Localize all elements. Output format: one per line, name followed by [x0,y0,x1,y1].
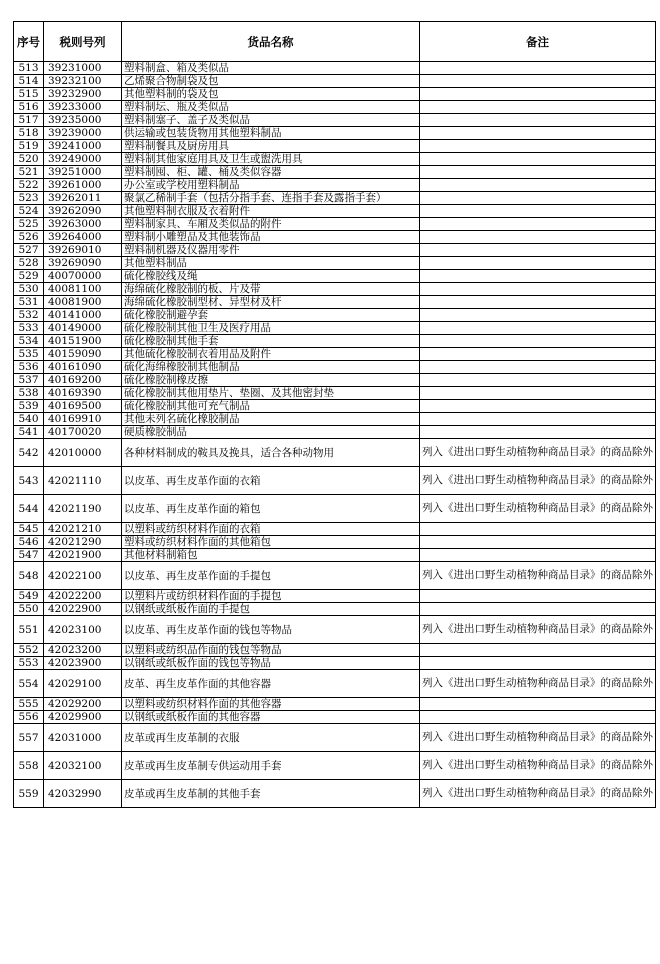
serial-number-cell: 548 [14,562,44,590]
tariff-code-cell: 42023200 [44,644,122,657]
table-row [14,309,656,322]
tariff-code-cell: 40081900 [44,296,122,309]
goods-name-cell: 塑料制餐具及厨房用具 [122,140,420,153]
goods-name-cell: 乙烯聚合物制袋及包 [122,75,420,88]
tariff-code-cell: 39241000 [44,140,122,153]
table-row [14,495,656,523]
table-row [14,192,656,205]
serial-number-cell: 545 [14,523,44,536]
remarks-cell [420,590,656,603]
table-row [14,62,656,75]
tariff-code-cell: 40070000 [44,270,122,283]
serial-number-cell: 539 [14,400,44,413]
tariff-code-cell: 39262011 [44,192,122,205]
table-row [14,153,656,166]
table-row [14,296,656,309]
goods-name-cell: 塑料制坛、瓶及类似品 [122,101,420,114]
remarks-cell [420,205,656,218]
serial-number-cell: 532 [14,309,44,322]
table-row [14,644,656,657]
tariff-code-cell: 39231000 [44,62,122,75]
goods-name-cell: 硫化橡胶制其他卫生及医疗用品 [122,322,420,335]
remarks-cell: 列入《进出口野生动植物种商品目录》的商品除外 [420,724,656,752]
remarks-cell [420,657,656,670]
goods-name-cell: 硫化橡胶制橡皮擦 [122,374,420,387]
table-body [14,62,656,808]
serial-number-cell: 520 [14,153,44,166]
table-row [14,127,656,140]
table-header [14,22,656,62]
table-row [14,348,656,361]
table-row [14,218,656,231]
remarks-cell [420,309,656,322]
header-remarks: 备注 [420,22,656,62]
remarks-cell: 列入《进出口野生动植物种商品目录》的商品除外 [420,495,656,523]
table-row [14,426,656,439]
serial-number-cell: 525 [14,218,44,231]
tariff-code-cell: 40161090 [44,361,122,374]
goods-name-cell: 皮革、再生皮革作面的其他容器 [122,670,420,698]
table-row [14,335,656,348]
tariff-code-cell: 39261000 [44,179,122,192]
remarks-cell: 列入《进出口野生动植物种商品目录》的商品除外 [420,670,656,698]
goods-name-cell: 办公室或学校用塑料制品 [122,179,420,192]
tariff-code-cell: 39232100 [44,75,122,88]
table-row [14,549,656,562]
goods-name-cell: 硫化橡胶制其他手套 [122,335,420,348]
tariff-code-cell: 42032990 [44,780,122,808]
remarks-cell [420,536,656,549]
serial-number-cell: 527 [14,244,44,257]
serial-number-cell: 559 [14,780,44,808]
remarks-cell [420,322,656,335]
table-row [14,179,656,192]
goods-name-cell: 塑料制家具、车厢及类似品的附件 [122,218,420,231]
table-row [14,257,656,270]
goods-name-cell: 以塑料或纺织品作面的钱包等物品 [122,644,420,657]
remarks-cell [420,101,656,114]
table-row [14,536,656,549]
serial-number-cell: 515 [14,88,44,101]
remarks-cell: 列入《进出口野生动植物种商品目录》的商品除外 [420,562,656,590]
serial-number-cell: 546 [14,536,44,549]
tariff-code-cell: 42021290 [44,536,122,549]
tariff-code-cell: 42032100 [44,752,122,780]
remarks-cell [420,361,656,374]
serial-number-cell: 518 [14,127,44,140]
tariff-code-cell: 40169910 [44,413,122,426]
goods-name-cell: 硫化海绵橡胶制其他制品 [122,361,420,374]
remarks-cell [420,140,656,153]
tariff-code-cell: 39233000 [44,101,122,114]
goods-name-cell: 皮革或再生皮革制的衣服 [122,724,420,752]
goods-name-cell: 硫化橡胶制避孕套 [122,309,420,322]
serial-number-cell: 540 [14,413,44,426]
tariff-code-cell: 39269090 [44,257,122,270]
tariff-code-cell: 39263000 [44,218,122,231]
serial-number-cell: 516 [14,101,44,114]
goods-name-cell: 其他材料制箱包 [122,549,420,562]
goods-name-cell: 其他未列名硫化橡胶制品 [122,413,420,426]
tariff-code-cell: 42023900 [44,657,122,670]
tariff-code-cell: 40170020 [44,426,122,439]
tariff-code-cell: 40149000 [44,322,122,335]
remarks-cell: 列入《进出口野生动植物种商品目录》的商品除外 [420,780,656,808]
goods-name-cell: 其他硫化橡胶制衣着用品及附件 [122,348,420,361]
tariff-code-cell: 42010000 [44,439,122,467]
table-row [14,114,656,127]
remarks-cell: 列入《进出口野生动植物种商品目录》的商品除外 [420,467,656,495]
serial-number-cell: 534 [14,335,44,348]
goods-name-cell: 皮革或再生皮革制专供运动用手套 [122,752,420,780]
remarks-cell [420,244,656,257]
tariff-code-cell: 42022900 [44,603,122,616]
remarks-cell [420,166,656,179]
goods-name-cell: 聚氯乙稀制手套（包括分指手套、连指手套及露指手套） [122,192,420,205]
tariff-code-cell: 40081100 [44,283,122,296]
remarks-cell: 列入《进出口野生动植物种商品目录》的商品除外 [420,616,656,644]
remarks-cell [420,62,656,75]
serial-number-cell: 538 [14,387,44,400]
serial-number-cell: 556 [14,711,44,724]
serial-number-cell: 514 [14,75,44,88]
goods-name-cell: 以塑料或纺织材料作面的其他容器 [122,698,420,711]
goods-name-cell: 以皮革、再生皮革作面的衣箱 [122,467,420,495]
remarks-cell [420,192,656,205]
remarks-cell [420,523,656,536]
tariff-code-cell: 39251000 [44,166,122,179]
table-row [14,780,656,808]
remarks-cell [420,296,656,309]
goods-name-cell: 各种材料制成的鞍具及挽具，适合各种动物用 [122,439,420,467]
tariff-code-cell: 42021900 [44,549,122,562]
remarks-cell [420,348,656,361]
table-row [14,670,656,698]
goods-name-cell: 硫化橡胶线及绳 [122,270,420,283]
serial-number-cell: 530 [14,283,44,296]
goods-name-cell: 其他塑料制品 [122,257,420,270]
table-row [14,657,656,670]
table-row [14,523,656,536]
goods-name-cell: 硬质橡胶制品 [122,426,420,439]
table-row [14,244,656,257]
tariff-code-cell: 39239000 [44,127,122,140]
table-row [14,711,656,724]
goods-name-cell: 硫化橡胶制其他用垫片、垫圈、及其他密封垫 [122,387,420,400]
goods-name-cell: 塑料或纺织材料作面的其他箱包 [122,536,420,549]
serial-number-cell: 536 [14,361,44,374]
tariff-code-cell: 42021190 [44,495,122,523]
table-row [14,590,656,603]
goods-name-cell: 塑料制塞子、盖子及类似品 [122,114,420,127]
remarks-cell [420,335,656,348]
table-row [14,752,656,780]
tariff-code-cell: 42022100 [44,562,122,590]
serial-number-cell: 549 [14,590,44,603]
tariff-code-cell: 39232900 [44,88,122,101]
goods-table [13,21,656,808]
goods-name-cell: 海绵硫化橡胶制的板、片及带 [122,283,420,296]
goods-name-cell: 塑料制机器及仪器用零件 [122,244,420,257]
serial-number-cell: 522 [14,179,44,192]
serial-number-cell: 542 [14,439,44,467]
serial-number-cell: 524 [14,205,44,218]
tariff-code-cell: 42029200 [44,698,122,711]
table-row [14,562,656,590]
serial-number-cell: 521 [14,166,44,179]
serial-number-cell: 558 [14,752,44,780]
tariff-code-cell: 39262090 [44,205,122,218]
tariff-code-cell: 40169200 [44,374,122,387]
goods-name-cell: 其他塑料制的袋及包 [122,88,420,101]
goods-name-cell: 硫化橡胶制其他可充气制品 [122,400,420,413]
table-row [14,140,656,153]
tariff-code-cell: 40169500 [44,400,122,413]
serial-number-cell: 533 [14,322,44,335]
serial-number-cell: 547 [14,549,44,562]
remarks-cell [420,153,656,166]
remarks-cell [420,387,656,400]
goods-name-cell: 以皮革、再生皮革作面的箱包 [122,495,420,523]
serial-number-cell: 544 [14,495,44,523]
goods-name-cell: 塑料制囤、柜、罐、桶及类似容器 [122,166,420,179]
tariff-code-cell: 42029900 [44,711,122,724]
remarks-cell: 列入《进出口野生动植物种商品目录》的商品除外 [420,752,656,780]
serial-number-cell: 537 [14,374,44,387]
table-row [14,439,656,467]
table-row [14,101,656,114]
goods-name-cell: 塑料制小雕塑品及其他装饰品 [122,231,420,244]
goods-name-cell: 以塑料或纺织材料作面的衣箱 [122,523,420,536]
table-row [14,400,656,413]
serial-number-cell: 555 [14,698,44,711]
serial-number-cell: 543 [14,467,44,495]
remarks-cell [420,426,656,439]
table-row [14,374,656,387]
serial-number-cell: 529 [14,270,44,283]
remarks-cell [420,603,656,616]
tariff-code-cell: 39235000 [44,114,122,127]
goods-name-cell: 以塑料片或纺织材料作面的手提包 [122,590,420,603]
goods-name-cell: 塑料制其他家庭用具及卫生或盥洗用具 [122,153,420,166]
table-row [14,75,656,88]
goods-name-cell: 以钢纸或纸板作面的其他容器 [122,711,420,724]
table-row [14,616,656,644]
serial-number-cell: 557 [14,724,44,752]
tariff-code-cell: 40159090 [44,348,122,361]
remarks-cell [420,114,656,127]
serial-number-cell: 541 [14,426,44,439]
remarks-cell [420,283,656,296]
table-row [14,387,656,400]
table-row [14,413,656,426]
remarks-cell [420,257,656,270]
goods-name-cell: 以皮革、再生皮革作面的钱包等物品 [122,616,420,644]
remarks-cell [420,413,656,426]
remarks-cell [420,75,656,88]
table-row [14,166,656,179]
remarks-cell: 列入《进出口野生动植物种商品目录》的商品除外 [420,439,656,467]
serial-number-cell: 551 [14,616,44,644]
remarks-cell [420,374,656,387]
table-row [14,322,656,335]
table-row [14,724,656,752]
remarks-cell [420,549,656,562]
remarks-cell [420,218,656,231]
goods-name-cell: 海绵硫化橡胶制型材、异型材及杆 [122,296,420,309]
remarks-cell [420,698,656,711]
serial-number-cell: 526 [14,231,44,244]
table-row [14,361,656,374]
tariff-code-cell: 40141000 [44,309,122,322]
remarks-cell [420,400,656,413]
table-row [14,603,656,616]
remarks-cell [420,270,656,283]
goods-name-cell: 其他塑料制衣服及衣着附件 [122,205,420,218]
tariff-code-cell: 39264000 [44,231,122,244]
goods-name-cell: 以钢纸或纸板作面的钱包等物品 [122,657,420,670]
tariff-code-cell: 39249000 [44,153,122,166]
serial-number-cell: 523 [14,192,44,205]
tariff-code-cell: 42023100 [44,616,122,644]
serial-number-cell: 519 [14,140,44,153]
goods-name-cell: 供运输或包装货物用其他塑料制品 [122,127,420,140]
table-row [14,88,656,101]
remarks-cell [420,127,656,140]
remarks-cell [420,644,656,657]
tariff-code-cell: 42022200 [44,590,122,603]
serial-number-cell: 517 [14,114,44,127]
goods-name-cell: 皮革或再生皮革制的其他手套 [122,780,420,808]
table-row [14,467,656,495]
header-tariff-code: 税则号列 [44,22,122,62]
serial-number-cell: 553 [14,657,44,670]
serial-number-cell: 528 [14,257,44,270]
tariff-code-cell: 42021210 [44,523,122,536]
header-serial-number: 序号 [14,22,44,62]
tariff-code-cell: 42031000 [44,724,122,752]
serial-number-cell: 531 [14,296,44,309]
goods-name-cell: 塑料制盒、箱及类似品 [122,62,420,75]
tariff-code-cell: 42021110 [44,467,122,495]
tariff-code-cell: 42029100 [44,670,122,698]
tariff-code-cell: 40151900 [44,335,122,348]
table-row [14,231,656,244]
serial-number-cell: 552 [14,644,44,657]
table-row [14,698,656,711]
table-row [14,270,656,283]
table-row [14,283,656,296]
header-goods-name: 货品名称 [122,22,420,62]
remarks-cell [420,231,656,244]
tariff-code-cell: 39269010 [44,244,122,257]
table-row [14,205,656,218]
remarks-cell [420,179,656,192]
tariff-code-cell: 40169390 [44,387,122,400]
goods-name-cell: 以皮革、再生皮革作面的手提包 [122,562,420,590]
serial-number-cell: 554 [14,670,44,698]
serial-number-cell: 550 [14,603,44,616]
remarks-cell [420,88,656,101]
serial-number-cell: 535 [14,348,44,361]
serial-number-cell: 513 [14,62,44,75]
remarks-cell [420,711,656,724]
goods-name-cell: 以钢纸或纸板作面的手提包 [122,603,420,616]
